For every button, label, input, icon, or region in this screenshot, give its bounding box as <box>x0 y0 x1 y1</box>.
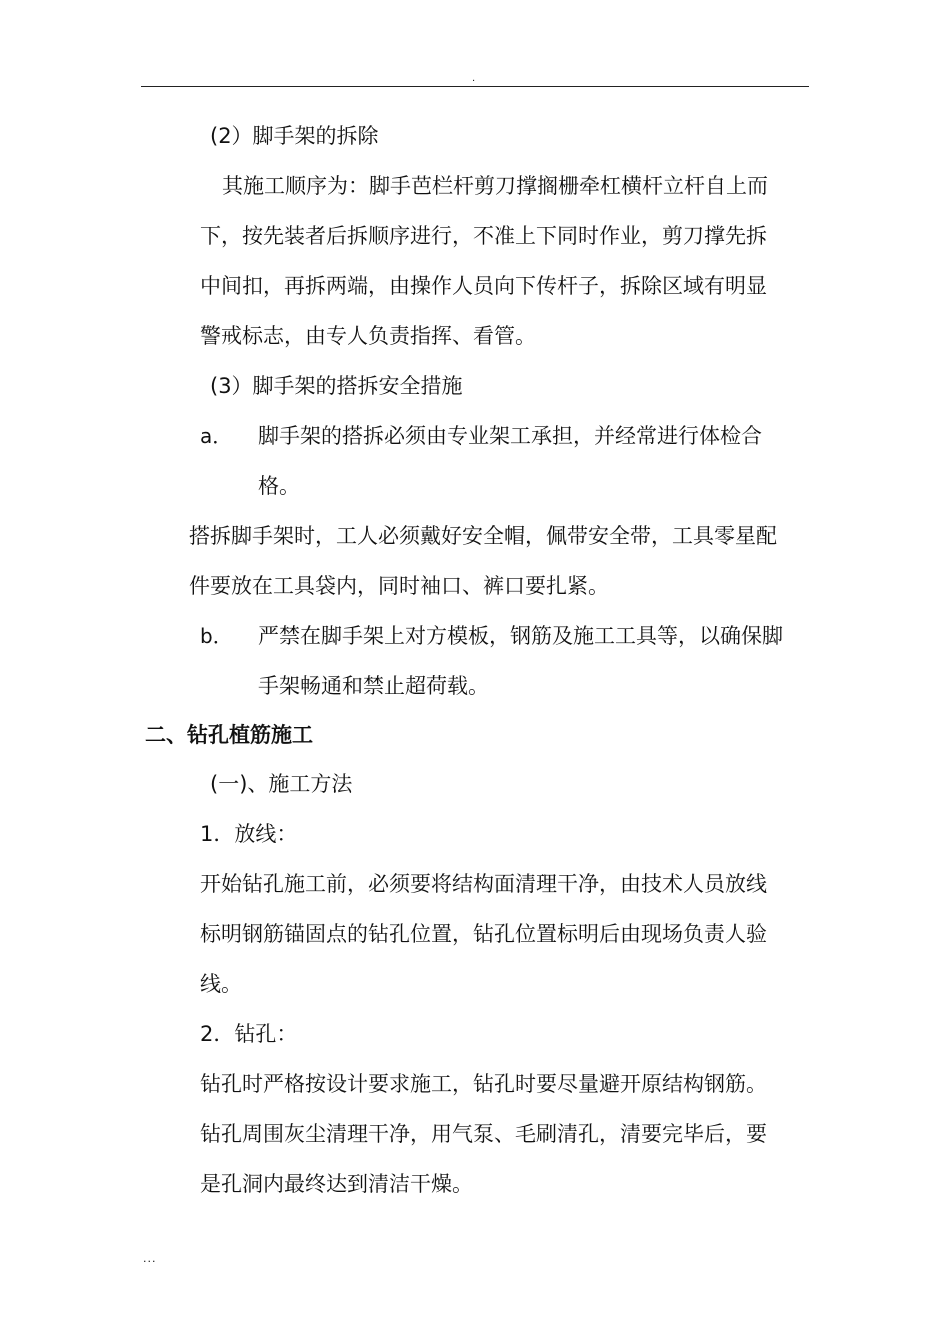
paragraph-line: 其施工顺序为：脚手芭栏杆剪刀撑搁栅牵杠横杆立杆自上而 <box>222 174 768 198</box>
paragraph-line: 中间扣，再拆两端，由操作人员向下传杆子，拆除区域有明显 <box>200 274 767 298</box>
header-mark: . <box>472 73 476 84</box>
method-heading: (一)、施工方法 <box>210 772 353 796</box>
list-item-a-line: 格。 <box>258 474 300 498</box>
step-title-layout: 1．放线： <box>200 822 298 846</box>
list-item-a-line: 脚手架的搭拆必须由专业架工承担，并经常进行体检合 <box>258 424 762 448</box>
paragraph-line: 下，按先装者后拆顺序进行，不准上下同时作业，剪刀撑先拆 <box>200 224 767 248</box>
paragraph-line: 标明钢筋锚固点的钻孔位置，钻孔位置标明后由现场负责人验 <box>200 922 767 946</box>
paragraph-line: 搭拆脚手架时，工人必须戴好安全帽，佩带安全带，工具零星配 <box>189 524 777 548</box>
list-item-b-line: 手架畅通和禁止超荷载。 <box>258 674 489 698</box>
section-heading-dismantle: (2）脚手架的拆除 <box>210 124 379 148</box>
list-marker-a: a． <box>200 424 233 448</box>
step-title-drilling: 2．钻孔： <box>200 1022 298 1046</box>
section-heading-safety: (3）脚手架的搭拆安全措施 <box>210 374 463 398</box>
chapter-title: 二、钻孔植筋施工 <box>145 723 313 747</box>
list-item-b-line: 严禁在脚手架上对方模板，钢筋及施工工具等，以确保脚 <box>258 624 783 648</box>
paragraph-line: 警戒标志，由专人负责指挥、看管。 <box>200 324 536 348</box>
header-rule <box>141 86 809 87</box>
paragraph-line: 是孔洞内最终达到清洁干燥。 <box>200 1172 473 1196</box>
paragraph-line: 钻孔周围灰尘清理干净，用气泵、毛刷清孔，清要完毕后，要 <box>200 1122 767 1146</box>
paragraph-line: 开始钻孔施工前，必须要将结构面清理干净，由技术人员放线 <box>200 872 767 896</box>
paragraph-line: 钻孔时严格按设计要求施工，钻孔时要尽量避开原结构钢筋。 <box>200 1072 767 1096</box>
list-marker-b: b． <box>200 624 233 648</box>
paragraph-line: 件要放在工具袋内，同时袖口、裤口要扎紧。 <box>189 574 609 598</box>
paragraph-line: 线。 <box>200 972 242 996</box>
footer-mark: ... <box>143 1252 157 1265</box>
